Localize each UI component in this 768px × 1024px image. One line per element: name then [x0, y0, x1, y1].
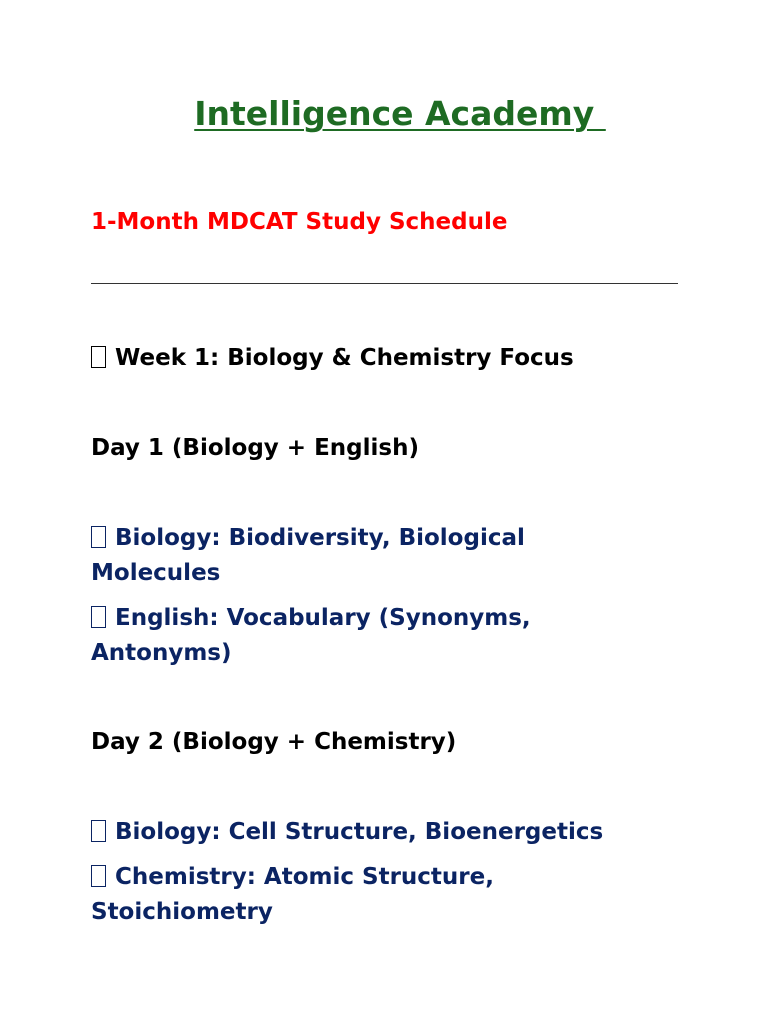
day-1-heading: Day 1 (Biology + English): [91, 435, 419, 461]
day-2-item-biology-line-1: [91, 815, 691, 850]
missing-glyph-icon: [91, 346, 106, 368]
page-title: Intelligence Academy: [194, 94, 606, 133]
day-2-item-biology-text: Biology: Cell Structure, Bioenergetics: [115, 819, 604, 845]
day-1-item-english-line-2: Antonyms): [91, 640, 232, 666]
day-2-item-chemistry-line-1: [91, 860, 691, 895]
week-1-heading-text: Week 1: Biology & Chemistry Focus: [115, 345, 574, 371]
horizontal-divider: [91, 283, 678, 284]
missing-glyph-icon: [91, 865, 106, 887]
day-1-item-biology-line-1: [91, 521, 691, 556]
day-2-item-chemistry-text: Chemistry: Atomic Structure,: [115, 864, 494, 890]
missing-glyph-icon: [91, 820, 106, 842]
day-2-item-chemistry-line-2: Stoichiometry: [91, 899, 273, 925]
day-2-heading: Day 2 (Biology + Chemistry): [91, 729, 457, 755]
schedule-subtitle: 1-Month MDCAT Study Schedule: [91, 209, 508, 235]
day-1-item-english-text: English: Vocabulary (Synonyms,: [115, 605, 531, 631]
missing-glyph-icon: [91, 606, 106, 628]
missing-glyph-icon: [91, 526, 106, 548]
day-1-item-english-line-1: [91, 601, 691, 636]
week-1-heading: [91, 341, 691, 376]
day-1-item-biology-text: Biology: Biodiversity, Biological: [115, 525, 525, 551]
day-1-item-biology-line-2: Molecules: [91, 560, 221, 586]
